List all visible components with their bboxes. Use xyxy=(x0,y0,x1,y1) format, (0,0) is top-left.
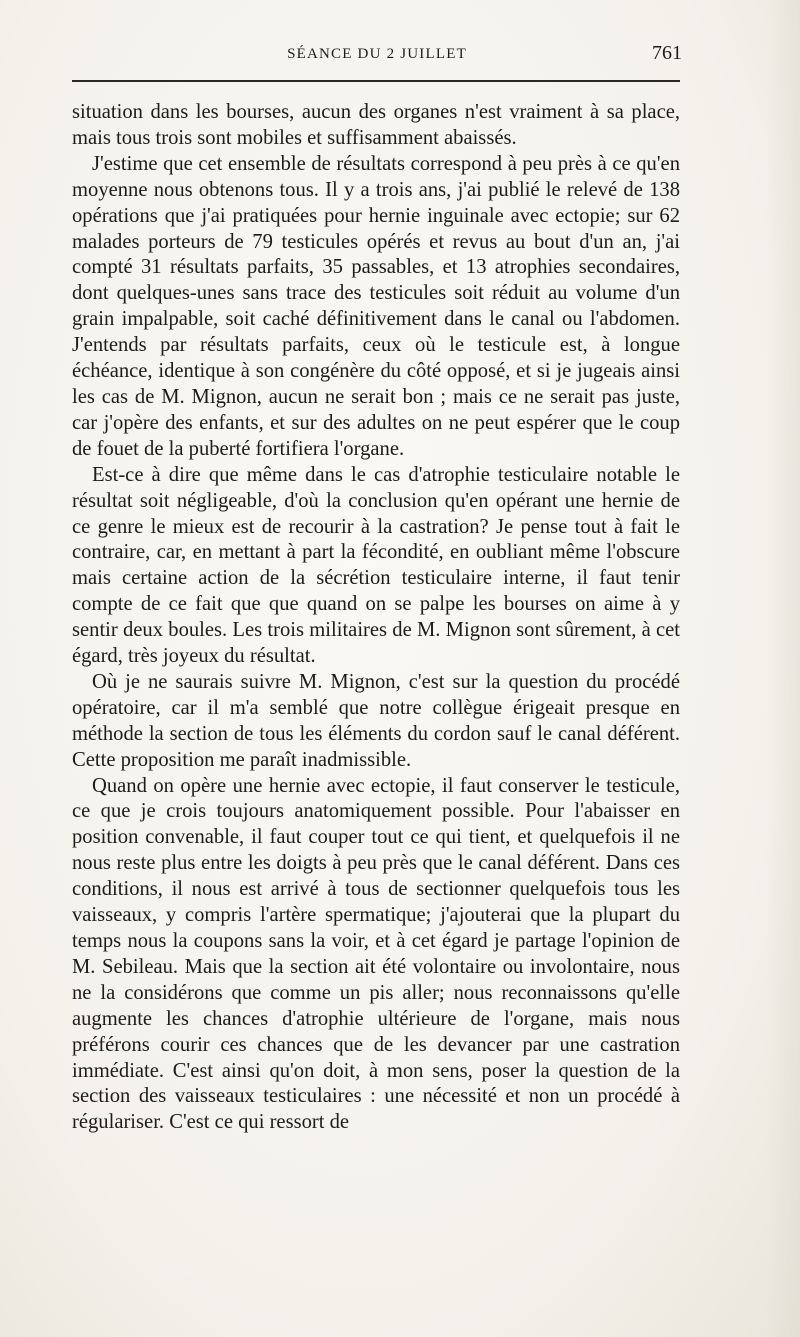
running-title: SÉANCE DU 2 JUILLET xyxy=(287,46,467,62)
paragraph: Où je ne saurais suivre M. Mignon, c'est sur la question du procédé opératoire, car il m'a semblé que notre collègue érigeait presque en méthode la section de tous les éléments du cordon sauf le canal déférent. Cette proposition me paraît inadmissible. xyxy=(72,670,680,771)
page-header xyxy=(72,38,682,68)
paragraph: Est-ce à dire que même dans le cas d'atrophie testiculaire notable le résultat soit négligeable, d'où la conclusion qu'en opérant une hernie de ce genre le mieux est de recourir à la castration? Je pense tout à fait le contraire, car, en mettant à part la fécondité, en oubliant même l'obscure mais certaine action de la sécrétion testiculaire interne, il faut tenir compte de ce fait que que quand on se palpe les bourses on aime à y sentir deux boules. Les trois militaires de M. Mignon sont sûrement, à cet égard, très joyeux du résultat. xyxy=(72,463,680,668)
paragraph: Quand on opère une hernie avec ectopie, il faut conserver le testicule, ce que je crois toujours anatomiquement possible. Pour l'abaisser en position convenable, il faut couper tout ce qui tient, et quelquefois il ne nous reste plus entre les doigts à peu près que le canal déférent. Dans ces conditions, il nous est arrivé à tous de sectionner quelquefois tous les vaisseaux, y compris l'artère spermatique; j'ajouterai que la plupart du temps nous la coupons sans la voir, et à cet égard je partage l'opinion de M. Sebileau. Mais que la section ait été volontaire ou involontaire, nous ne la considérons que comme un pis aller; nous reconnaissons qu'elle augmente les chances d'atrophie ultérieure de l'organe, mais nous préférons courir ces chances que de les devancer par une castration immédiate. C'est ainsi qu'on doit, à mon sens, poser la question de la section des vaisseaux testiculaires : une nécessité et non un procédé à régulariser. C'est ce qui ressort de xyxy=(72,774,680,1134)
paragraph: J'estime que cet ensemble de résultats correspond à peu près à ce qu'en moyenne nous obtenons tous. Il y a trois ans, j'ai publié le relevé de 138 opérations que j'ai pratiquées pour hernie inguinale avec ectopie; sur 62 malades porteurs de 79 testicules opérés et revus au bout d'un an, j'ai compté 31 résultats parfaits, 35 passables, et 13 atrophies secondaires, dont quelques-unes sans trace des testicules soit réduit au volume d'un grain impalpable, soit caché définitivement dans le canal ou l'abdomen. J'entends par résultats parfaits, ceux où le testicule est, à longue échéance, identique à son congénère du côté opposé, et si je jugeais ainsi les cas de M. Mignon, aucun ne serait bon ; mais ce ne serait pas juste, car j'opère des enfants, et sur des adultes on ne peut espérer que le coup de fouet de la puberté fortifiera l'organe. xyxy=(72,152,680,460)
page-number: 761 xyxy=(652,42,682,64)
body-text xyxy=(72,100,680,1136)
page-edge-shading xyxy=(766,0,800,1337)
header-rule xyxy=(72,80,680,82)
paragraph-continued: situation dans les bourses, aucun des organes n'est vraiment à sa place, mais tous trois sont mobiles et suffisamment abaissés. xyxy=(72,101,680,149)
